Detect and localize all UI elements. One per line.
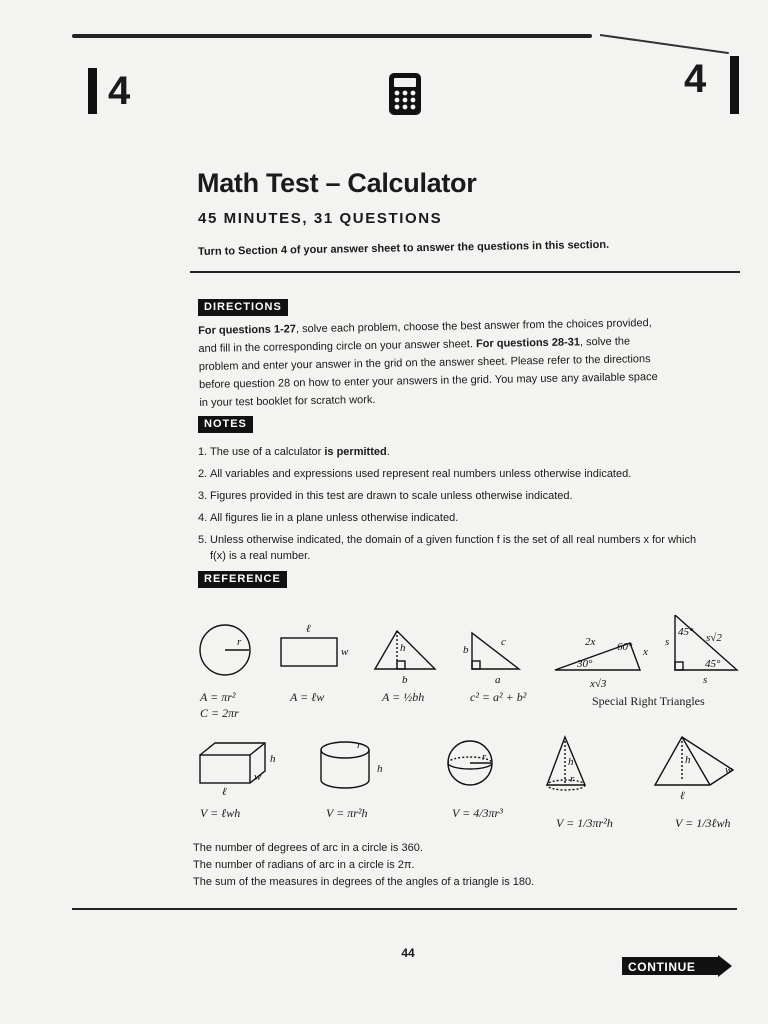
reference-figures <box>185 615 745 835</box>
section-number-right: 4 <box>684 57 707 101</box>
note-number: 2. <box>198 468 208 480</box>
reference-label: REFERENCE <box>198 571 287 588</box>
label-r2: r <box>357 739 362 751</box>
label-30: 30° <box>577 658 593 670</box>
label-r3: r <box>482 751 487 763</box>
calculator-icon <box>388 72 422 116</box>
note-text: The use of a calculator <box>210 446 325 458</box>
label-w3: w <box>725 764 733 776</box>
top-rule <box>72 34 592 38</box>
fact-degrees: The number of degrees of arc in a circle is 360. <box>193 842 423 854</box>
box-figure <box>200 755 250 783</box>
formula-pyramid-volume: V = 1/3ℓwh <box>675 816 731 830</box>
formula-circumference: C = 2πr <box>200 706 239 720</box>
directions-range-1: For questions 1-27 <box>198 323 297 337</box>
notes-label: NOTES <box>198 416 253 433</box>
special-right-triangles-label: Special Right Triangles <box>592 694 705 708</box>
header-rule <box>190 271 740 273</box>
label-h4: h <box>568 756 574 768</box>
page-number: 44 <box>401 946 415 960</box>
label-l3: ℓ <box>680 790 685 802</box>
label-s: s <box>665 636 670 648</box>
note-after: . <box>386 446 390 458</box>
label-x: x <box>643 646 648 658</box>
reference-facts <box>193 840 534 891</box>
page-title: Math Test – Calculator <box>197 168 477 198</box>
page-subtitle: 45 MINUTES, 31 QUESTIONS <box>198 210 443 227</box>
cone-figure <box>547 737 585 785</box>
label-w: w <box>341 646 349 658</box>
continue-arrow <box>622 955 732 977</box>
notes-list <box>198 441 708 564</box>
label-b: b <box>402 674 408 686</box>
formula-rectangle-area: A = ℓw <box>290 690 325 704</box>
directions-text <box>198 314 669 412</box>
label-w2: w <box>254 771 262 783</box>
fact-triangle-sum: The sum of the measures in degrees of the angles of a triangle is 180. <box>193 876 535 888</box>
label-h5: h <box>685 754 691 766</box>
pyramid-figure <box>655 737 733 785</box>
note-item <box>198 507 708 529</box>
formula-pythagorean: c² = a² + b² <box>470 690 527 704</box>
note-item <box>198 463 708 485</box>
label-a: a <box>495 674 501 686</box>
note-text: Unless otherwise indicated, the domain of a given function f is the set of all real numbers x for which f(x) is a real number. <box>210 534 697 562</box>
note-item <box>198 532 708 564</box>
note-text: All variables and expressions used represent real numbers unless otherwise indicated. <box>210 468 632 480</box>
note-text: All figures lie in a plane unless otherwise indicated. <box>210 512 459 524</box>
section-number-left: 4 <box>108 69 131 113</box>
label-s2: s <box>703 674 708 686</box>
section-marker-bar-left <box>88 68 97 114</box>
label-s-root2: s√2 <box>706 632 722 644</box>
label-l: ℓ <box>306 623 311 635</box>
directions-text-2: , solve the problem and enter your answer in the grid on the answer sheet. Please refer to the directions before question 28 on how to enter your answers in the grid. You may use any available space in your test booklet for scratch work. <box>198 335 658 409</box>
label-l2: ℓ <box>222 786 227 798</box>
label-r: r <box>237 636 242 648</box>
formula-cone-volume: V = 1/3πr²h <box>556 816 613 830</box>
label-b2: b <box>463 644 469 656</box>
note-number: 3. <box>198 490 208 502</box>
formula-triangle-area: A = ½bh <box>382 690 425 704</box>
rectangle-figure <box>281 638 337 666</box>
note-text: Figures provided in this test are drawn to scale unless otherwise indicated. <box>210 490 573 502</box>
note-number: 5. <box>198 534 208 546</box>
label-c: c <box>501 636 506 648</box>
formula-sphere-volume: V = 4/3πr³ <box>452 806 503 820</box>
label-2x: 2x <box>585 636 596 648</box>
top-rule-right <box>600 34 729 54</box>
note-number: 4. <box>198 512 208 524</box>
label-45a: 45° <box>678 626 694 638</box>
label-h3: h <box>377 763 383 775</box>
directions-label: DIRECTIONS <box>198 299 288 316</box>
note-bold: is permitted <box>324 446 387 458</box>
label-h: h <box>400 642 406 654</box>
footer-rule <box>72 908 737 910</box>
right-triangle-figure <box>472 633 519 669</box>
label-60: 60° <box>617 641 633 653</box>
continue-label: CONTINUE <box>628 960 696 974</box>
formula-cylinder-volume: V = πr²h <box>326 806 368 820</box>
label-h2: h <box>270 753 276 765</box>
directions-range-2: For questions 28-31 <box>475 336 581 351</box>
fact-radians: The number of radians of arc in a circle is 2π. <box>193 859 415 871</box>
note-item <box>198 441 708 463</box>
formula-box-volume: V = ℓwh <box>200 806 241 820</box>
note-item <box>198 485 708 507</box>
label-r4: r <box>570 773 575 785</box>
label-x-root3: x√3 <box>590 678 607 690</box>
cylinder-figure <box>321 742 369 758</box>
section-instruction: Turn to Section 4 of your answer sheet to answer the questions in this section. <box>197 238 610 258</box>
formula-circle-area: A = πr² <box>200 690 236 704</box>
section-marker-bar-right <box>730 56 739 114</box>
label-45b: 45° <box>705 658 721 670</box>
directions-text-1: , solve each problem, choose the best answer from the choices provided, and fill in the corresponding circle on your answer sheet. <box>198 317 652 355</box>
note-number: 1. <box>198 446 208 458</box>
